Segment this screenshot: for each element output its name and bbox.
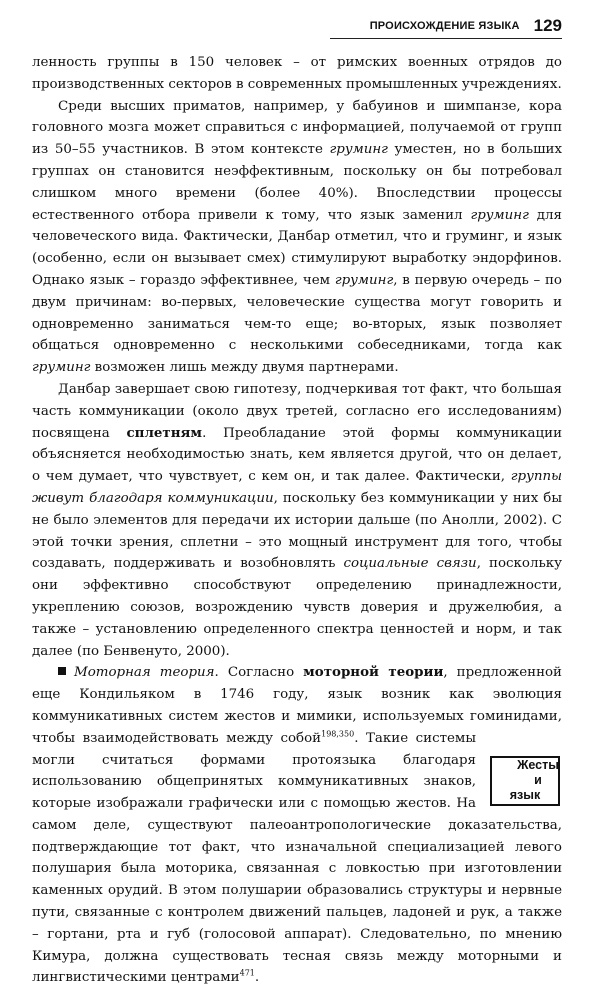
citation-superscript: 198,350 <box>321 729 355 739</box>
running-title: ПРОИСХОЖДЕНИЕ ЯЗЫКА <box>369 20 520 32</box>
square-bullet-icon <box>58 667 66 675</box>
text-run: . Преобладание этой формы коммуникации объясняется необходимостью знать, кем является другой, что он делает, о чем думает, что чувствует, с кем он, и так далее. Фактически, <box>32 425 562 485</box>
italic-term: груминг <box>32 360 91 376</box>
text-run: , поскольку они эффективно способствуют определению принадлежности, укреплению союзов, возрождению чувств доверия и дружелюбия, а также – установлению определенного спектра ценностей и норм, и так далее (по Бенвенуто, 2000). <box>32 556 562 659</box>
page-number: 129 <box>533 16 562 35</box>
margin-note-line: и язык <box>509 773 542 803</box>
paragraph-gossip <box>32 379 562 662</box>
margin-note-line: Жесты <box>517 758 559 773</box>
bold-term: моторной теории <box>303 664 444 681</box>
margin-note-box <box>490 756 560 806</box>
body-text <box>32 52 562 989</box>
text-run: , в первую очередь – по двум причинам: во-первых, человеческие существа могут говорить и одновременно заниматься чем-то еще; во-вторых, язык позволяет общаться одновременно с несколькими собеседниками, тогда как <box>32 272 562 354</box>
text-run: . <box>254 970 260 986</box>
paragraph-continuation <box>32 52 562 96</box>
text-run: Данбар завершает свою гипотезу, подчеркивая тот факт, что большая часть коммуникации (около двух третей, согласно его исследованиям) посвящена <box>32 381 562 441</box>
italic-term: Моторная теория <box>74 665 215 681</box>
text-run: Среди высших приматов, например, у бабуинов и шимпанзе, кора головного мозга может справиться с информацией, получаемой от групп из 50–55 участников. В этом контексте <box>32 98 562 158</box>
running-header <box>330 14 562 39</box>
bold-term: сплетням <box>126 424 203 441</box>
paragraph-grooming <box>32 96 562 379</box>
text-run: . Такие системы могли считаться формами протоязыка благодаря использованию общепринятых коммуникативных знаков, которые изображали графически или с помощью жестов. На самом деле, существуют палеоантропологические доказательства, подтверждающие тот факт, что изначальной специализацией левого полушария была моторика, связанная с ловкостью при изготовлении каменных орудий. В этом полушарии образовались структуры и нервные пути, связанные с контролем движений пальцев, ладоней и рук, а также – гортани, рта и губ (голосовой аппарат). Следовательно, по мнению Кимура, должна существовать тесная связь между моторными и лингвистическими центрами <box>32 730 562 986</box>
italic-term: груминг <box>470 207 529 223</box>
text-run: ленность группы в 150 человек – от римских военных отрядов до производственных секторов в современных промышленных учреждениях. <box>32 55 562 92</box>
text-run: для человеческого вида. Фактически, Данбар отметил, что и груминг, и язык (особенно, если он вызывает смех) стимулируют выработку эндорфинов. Однако язык – гораздо эффективнее, чем <box>32 207 562 288</box>
italic-term: груминг <box>334 272 394 288</box>
paragraph-motor-theory <box>32 662 562 989</box>
text-run: уместен, но в больших группах он становится неэффективным, поскольку он бы потребовал слишком много времени (более 40%). Впоследствии процессы естественного отбора привели к тому, что язык заменил <box>32 142 562 223</box>
text-run: , поскольку без коммуникации у них бы не было элементов для передачи их истории дальше (по Анолли, 2002). С этой точки зрения, сплетни – это мощный инструмент для того, чтобы создавать, поддерживать и возобновлять <box>32 490 562 572</box>
citation-superscript: 471 <box>239 969 255 978</box>
italic-term: груминг <box>329 142 388 158</box>
text-run: , предложенной еще Кондильяком в 1746 году, язык возник как эволюция коммуникативных систем жестов и мимики, используемых гоминидами, чтобы взаимодействовать между собой <box>32 665 562 746</box>
italic-term: социальные связи <box>343 556 477 572</box>
text-run: . Согласно <box>214 665 304 681</box>
italic-term: группы живут благодаря коммуникации <box>32 469 562 506</box>
text-run: возможен лишь между двумя партнерами. <box>90 360 399 376</box>
